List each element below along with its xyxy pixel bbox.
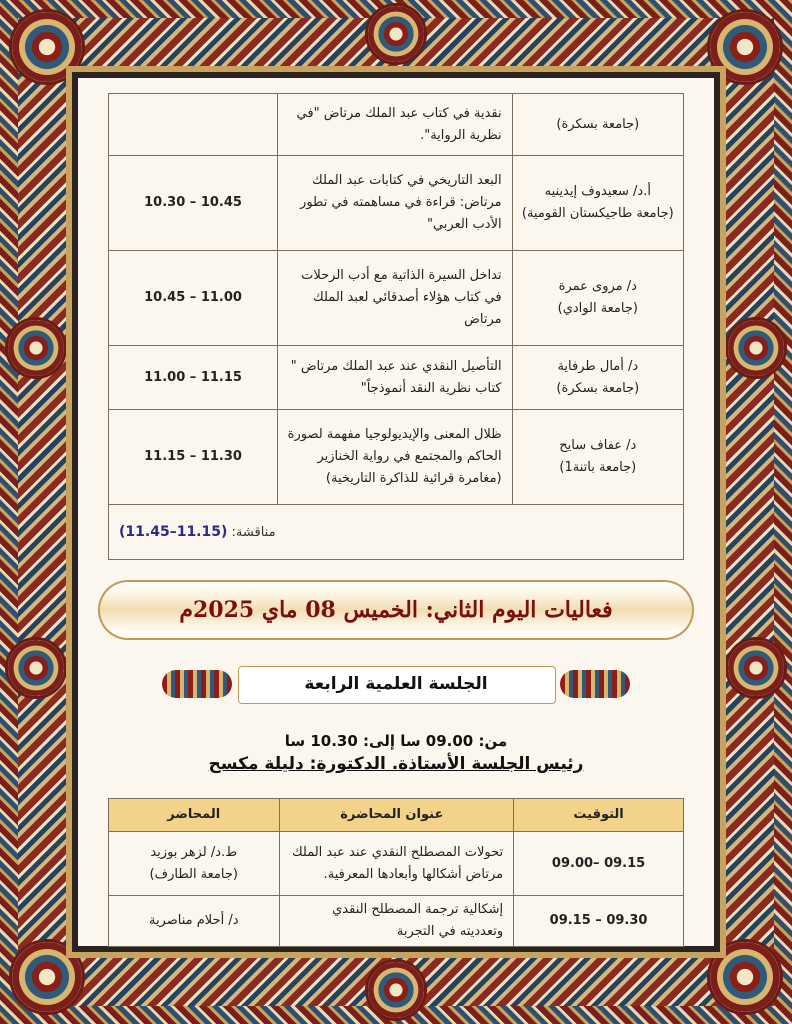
lecturer-name: أ.د/ سعيدوف إيدينيه [544,184,651,199]
discussion-cell [109,505,684,560]
lecture-title-cell: ظلال المعنى والإيديولوجيا مفهمة لصورة الحاكم والمجتمع في رواية الخنازير (مغامرة قرائية للذاكرة التاريخية) [278,410,513,505]
medallion-icon [8,640,64,696]
lecture-title-cell: تداخل السيرة الذاتية مع أدب الرحلات في كتاب هؤلاء أصدقائي لعبد الملك مرتاض [278,251,513,346]
lecturer-cell [512,410,683,505]
time-cell: 09.30 – 09.15 [514,896,684,947]
ornament-icon [162,670,232,698]
ornament-icon [560,670,630,698]
time-cell: 09.15 –09.00 [514,832,684,896]
table-row [109,251,684,346]
discussion-row [109,505,684,560]
lecturer-affiliation: (جامعة باتنة1) [559,460,637,475]
header-lecturer: المحاضر [109,799,280,832]
lecturer-name: ط.د/ لزهر بوزيد [150,844,238,860]
lecture-title-cell: التأصيل النقدي عند عبد الملك مرتاض " كتاب نظرية النقد أنموذجاً" [278,346,513,410]
time-cell: 10.45 – 10.30 [109,156,278,251]
time-cell: 11.30 – 11.15 [109,410,278,505]
session-four-table [108,798,684,947]
lecturer-cell [512,251,683,346]
discussion-label: مناقشة: [231,524,276,540]
table-row [109,832,684,896]
medallion-icon [368,962,424,1018]
table-header-row [109,799,684,832]
session-three-table [108,93,684,560]
medallion-icon [728,320,784,376]
time-cell: 11.15 – 11.00 [109,346,278,410]
lecturer-affiliation: (جامعة طاجيكستان القومية) [521,206,674,221]
lecturer-affiliation: (جامعة الطارف) [149,866,238,882]
lecturer-cell [109,896,280,947]
lecturer-cell [512,156,683,251]
header-time: التوقيت [514,799,684,832]
time-cell: 11.00 – 10.45 [109,251,278,346]
lecturer-cell [109,832,280,896]
lecture-title-cell: البعد التاريخي في كتابات عبد الملك مرتاض: قراءة في مساهمته في تطور الأدب العربي" [278,156,513,251]
day-two-title: فعاليات اليوم الثاني: الخميس 08 ماي 2025م [179,597,613,623]
lecture-title-cell: نقدية في كتاب عبد الملك مرتاض "في نظرية الرواية". [278,94,513,156]
session-chair: رئيس الجلسة الأستاذة. الدكتورة: دليلة مكسح [208,754,584,774]
lecturer-cell [512,346,683,410]
medallion-icon [8,320,64,376]
table-row [109,896,684,947]
lecturer-name: د/ أحلام مناصرية [148,913,239,928]
lecturer-affiliation: (جامعة بسكرة) [556,116,640,132]
table-row [109,346,684,410]
lecturer-name: د/ عفاف سايح [559,438,637,453]
content [78,78,714,946]
session-time: من: 09.00 سا إلى: 10.30 سا [284,732,508,750]
header-title: عنوان المحاضرة [279,799,514,832]
lecturer-cell [512,94,683,156]
lecturer-affiliation: (جامعة الوادي) [557,301,638,316]
medallion-icon [368,6,424,62]
discussion-time: (11.15–11.45) [119,523,228,540]
lecturer-name: د/ أمال طرفاية [557,358,639,374]
session-title: الجلسة العلمية الرابعة [304,674,488,694]
table-row [109,94,684,156]
medallion-icon [728,640,784,696]
lecture-title-cell: إشكالية ترجمة المصطلح النقدي وتعدديته في التجربة [279,896,514,947]
lecturer-name: د/ مروى عمرة [558,279,637,294]
lecturer-affiliation: (جامعة بسكرة) [556,380,640,396]
time-cell [109,94,278,156]
lecture-title-cell: تحولات المصطلح النقدي عند عبد الملك مرتاض أشكالها وأبعادها المعرفية. [279,832,514,896]
table-row [109,156,684,251]
session-banner [198,664,594,706]
table-row [109,410,684,505]
